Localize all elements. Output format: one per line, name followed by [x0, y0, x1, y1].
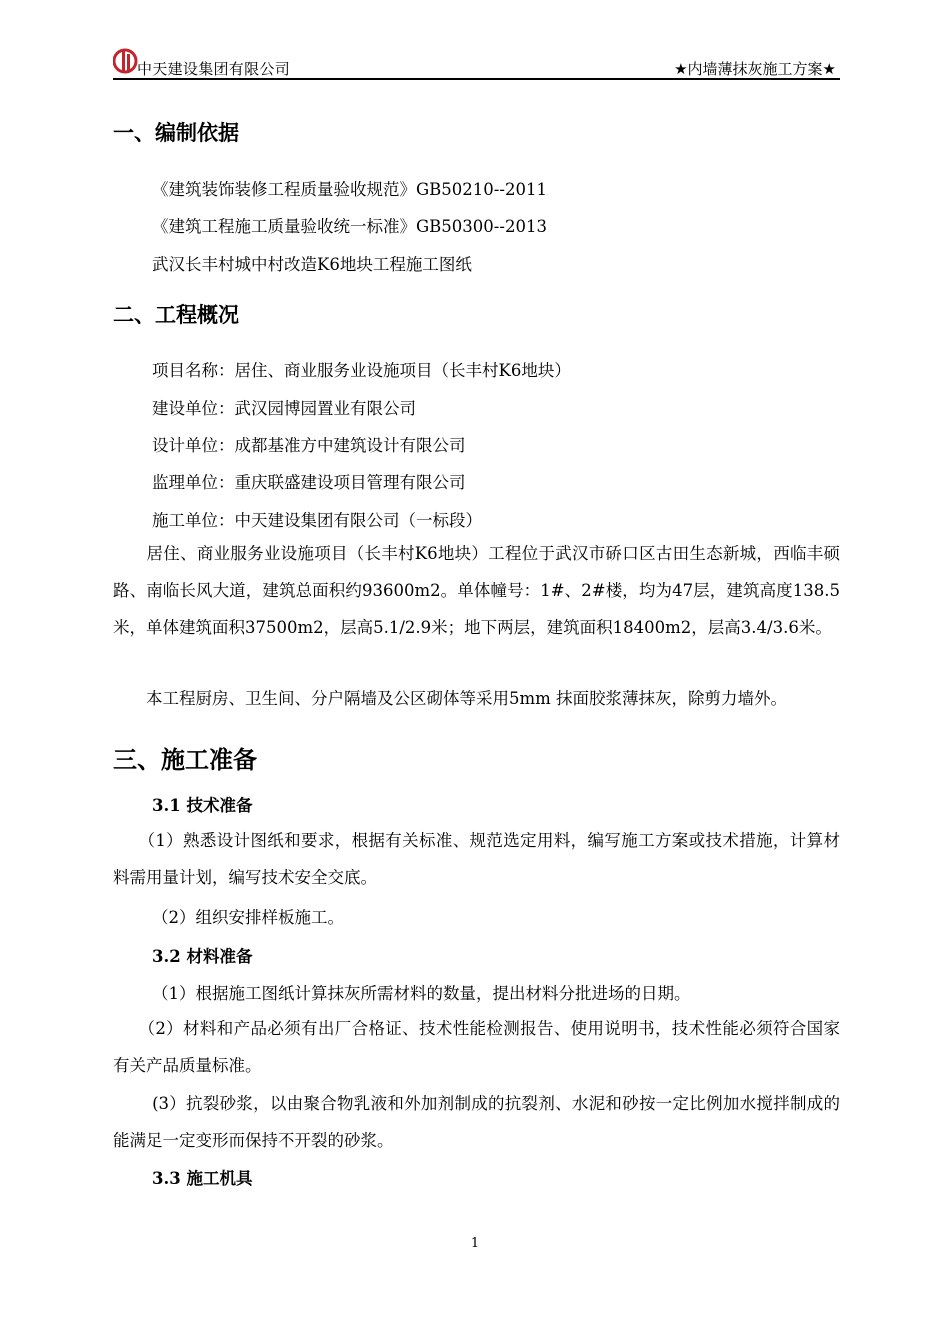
section-3-heading: 三、施工准备 — [113, 746, 257, 774]
material-prep-item-2: （2）材料和产品必须有出厂合格证、技术性能检测报告、使用说明书，技术性能必须符合国家有关产品质量标准。 — [113, 1019, 840, 1075]
basis-item-1: 《建筑装饰装修工程质量验收规范》GB50210--2011 — [152, 180, 547, 199]
tech-prep-item-2: （2）组织安排样板施工。 — [152, 908, 344, 927]
overview-owner: 建设单位：武汉园博园置业有限公司 — [152, 399, 416, 418]
overview-contractor: 施工单位：中天建设集团有限公司（一标段） — [152, 511, 482, 530]
basis-item-3: 武汉长丰村城中村改造K6地块工程施工图纸 — [152, 255, 472, 274]
company-name: 中天建设集团有限公司 — [137, 60, 291, 78]
tech-prep-item-1: （1）熟悉设计图纸和要求，根据有关标准、规范选定用料，编写施工方案或技术措施，计算材料需用量计划，编写技术安全交底。 — [113, 831, 840, 887]
company-logo-icon — [113, 48, 139, 74]
basis-item-2: 《建筑工程施工质量验收统一标准》GB50300--2013 — [152, 217, 547, 236]
subsection-3-3-heading: 3.3 施工机具 — [152, 1169, 253, 1188]
overview-scope: 本工程厨房、卫生间、分户隔墙及公区砌体等采用5mm 抹面胶浆薄抹灰，除剪力墙外。 — [113, 689, 788, 708]
overview-supervisor: 监理单位：重庆联盛建设项目管理有限公司 — [152, 473, 466, 492]
document-title: ★内墙薄抹灰施工方案★ — [674, 60, 836, 78]
overview-description: 居住、商业服务业设施项目（长丰村K6地块）工程位于武汉市硚口区古田生态新城，西临丰硕路、南临长风大道，建筑总面积约93600m2。单体幢号：1#、2#楼，均为47层，建筑高度138.5米，单体建筑面积37500m2，层高5.1/2.9米；地下两层，建筑面积18400m2，层高3.4/3.6米。 — [113, 544, 840, 637]
section-1-heading: 一、编制依据 — [113, 121, 239, 145]
subsection-3-1-heading: 3.1 技术准备 — [152, 796, 253, 815]
material-prep-item-3: (3）抗裂砂浆，以由聚合物乳液和外加剂制成的抗裂剂、水泥和砂按一定比例加水搅拌制成的能满足一定变形而保持不开裂的砂浆。 — [113, 1094, 840, 1150]
subsection-3-2-heading: 3.2 材料准备 — [152, 947, 253, 966]
page-header — [113, 48, 840, 80]
section-2-heading: 二、工程概况 — [113, 303, 239, 327]
overview-designer: 设计单位：成都基准方中建筑设计有限公司 — [152, 436, 466, 455]
overview-project-name: 项目名称：居住、商业服务业设施项目（长丰村K6地块） — [152, 361, 571, 380]
page-number: 1 — [470, 1236, 480, 1251]
material-prep-item-1: （1）根据施工图纸计算抹灰所需材料的数量，提出材料分批进场的日期。 — [152, 984, 691, 1003]
